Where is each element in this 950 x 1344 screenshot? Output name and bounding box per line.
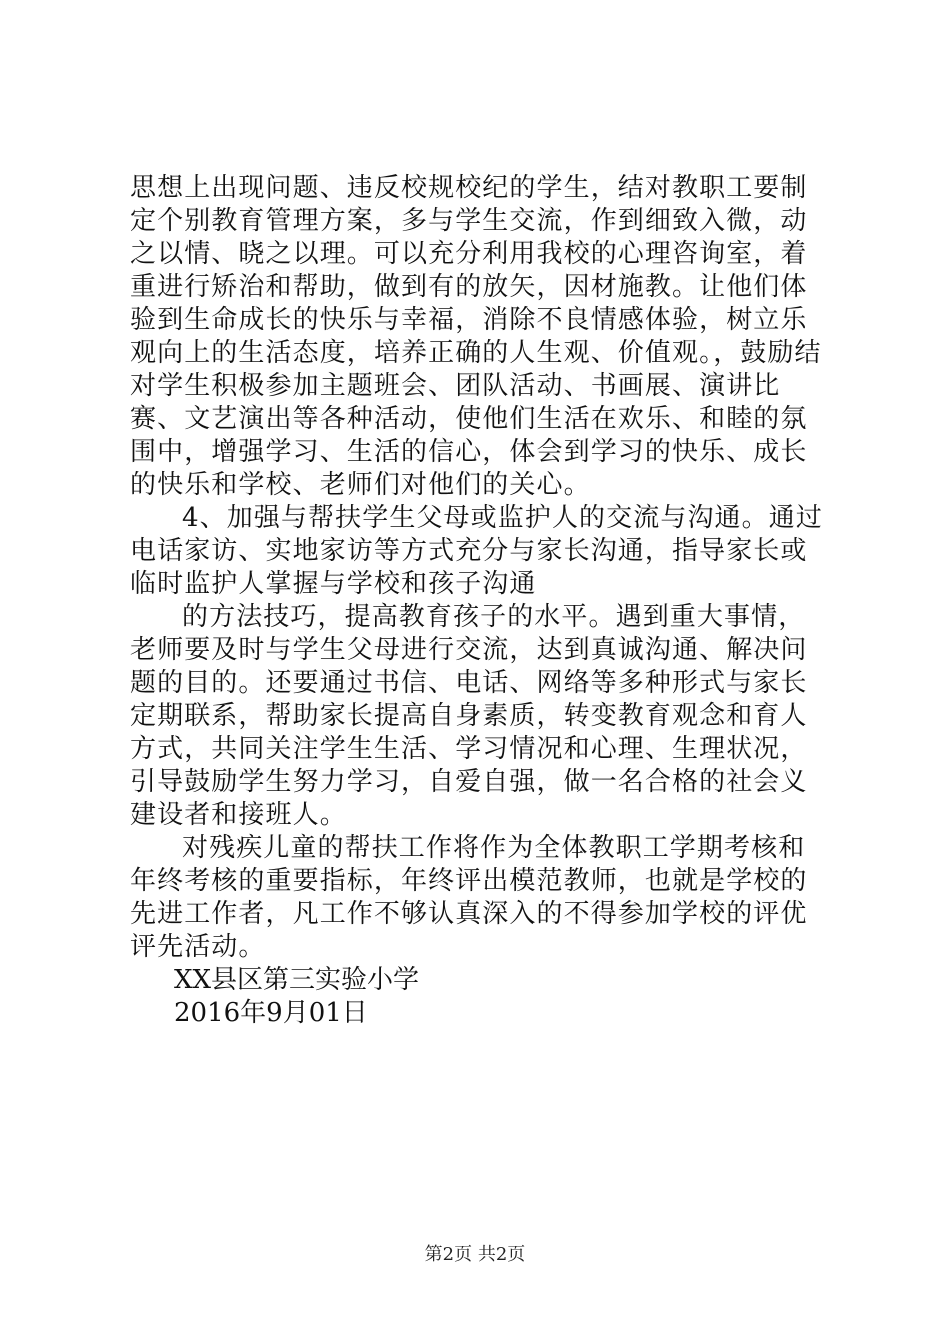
paragraph-1: 思想上出现问题、违反校规校纪的学生，结对教职工要制定个别教育管理方案，多与学生交流，作到细致入微，动之以情、晓之以理。可以充分利用我校的心理咨询室，着重进行矫治和帮助，做到有的放矢，因材施教。让他们体验到生命成长的快乐与幸福，消除不良情感体验，树立乐观向上的生活态度，培养正确的人生观、价值观。，鼓励结对学生积极参加主题班会、团队活动、书画展、演讲比赛、文艺演出等各种活动，使他们生活在欢乐、和睦的氛围中，增强学习、生活的信心，体会到学习的快乐、成长的快乐和学校、老师们对他们的关心。 [130, 173, 822, 500]
signature-organization: XX县区第三实验小学 [174, 965, 420, 995]
document-body [130, 172, 830, 1030]
signature-date: 2016年9月01日 [174, 998, 368, 1028]
paragraph-2: 4、加强与帮扶学生父母或监护人的交流与沟通。通过电话家访、实地家访等方式充分与家长沟通，指导家长或临时监护人掌握与学校和孩子沟通 [130, 503, 823, 599]
paragraph-3: 的方法技巧，提高教育孩子的水平。遇到重大事情，老师要及时与学生父母进行交流，达到真诚沟通、解决问题的目的。还要通过书信、电话、网络等多种形式与家长定期联系，帮助家长提高自身素质，转变教育观念和育人方式，共同关注学生生活、学习情况和心理、生理状况，引导鼓励学生努力学习，自爱自强，做一名合格的社会义建设者和接班人。 [130, 602, 808, 830]
paragraph-4: 对残疾儿童的帮扶工作将作为全体教职工学期考核和年终考核的重要指标，年终评出模范教师，也就是学校的先进工作者，凡工作不够认真深入的不得参加学校的评优评先活动。 [130, 833, 808, 962]
page-number-footer: 第2页 共2页 [424, 1244, 526, 1265]
